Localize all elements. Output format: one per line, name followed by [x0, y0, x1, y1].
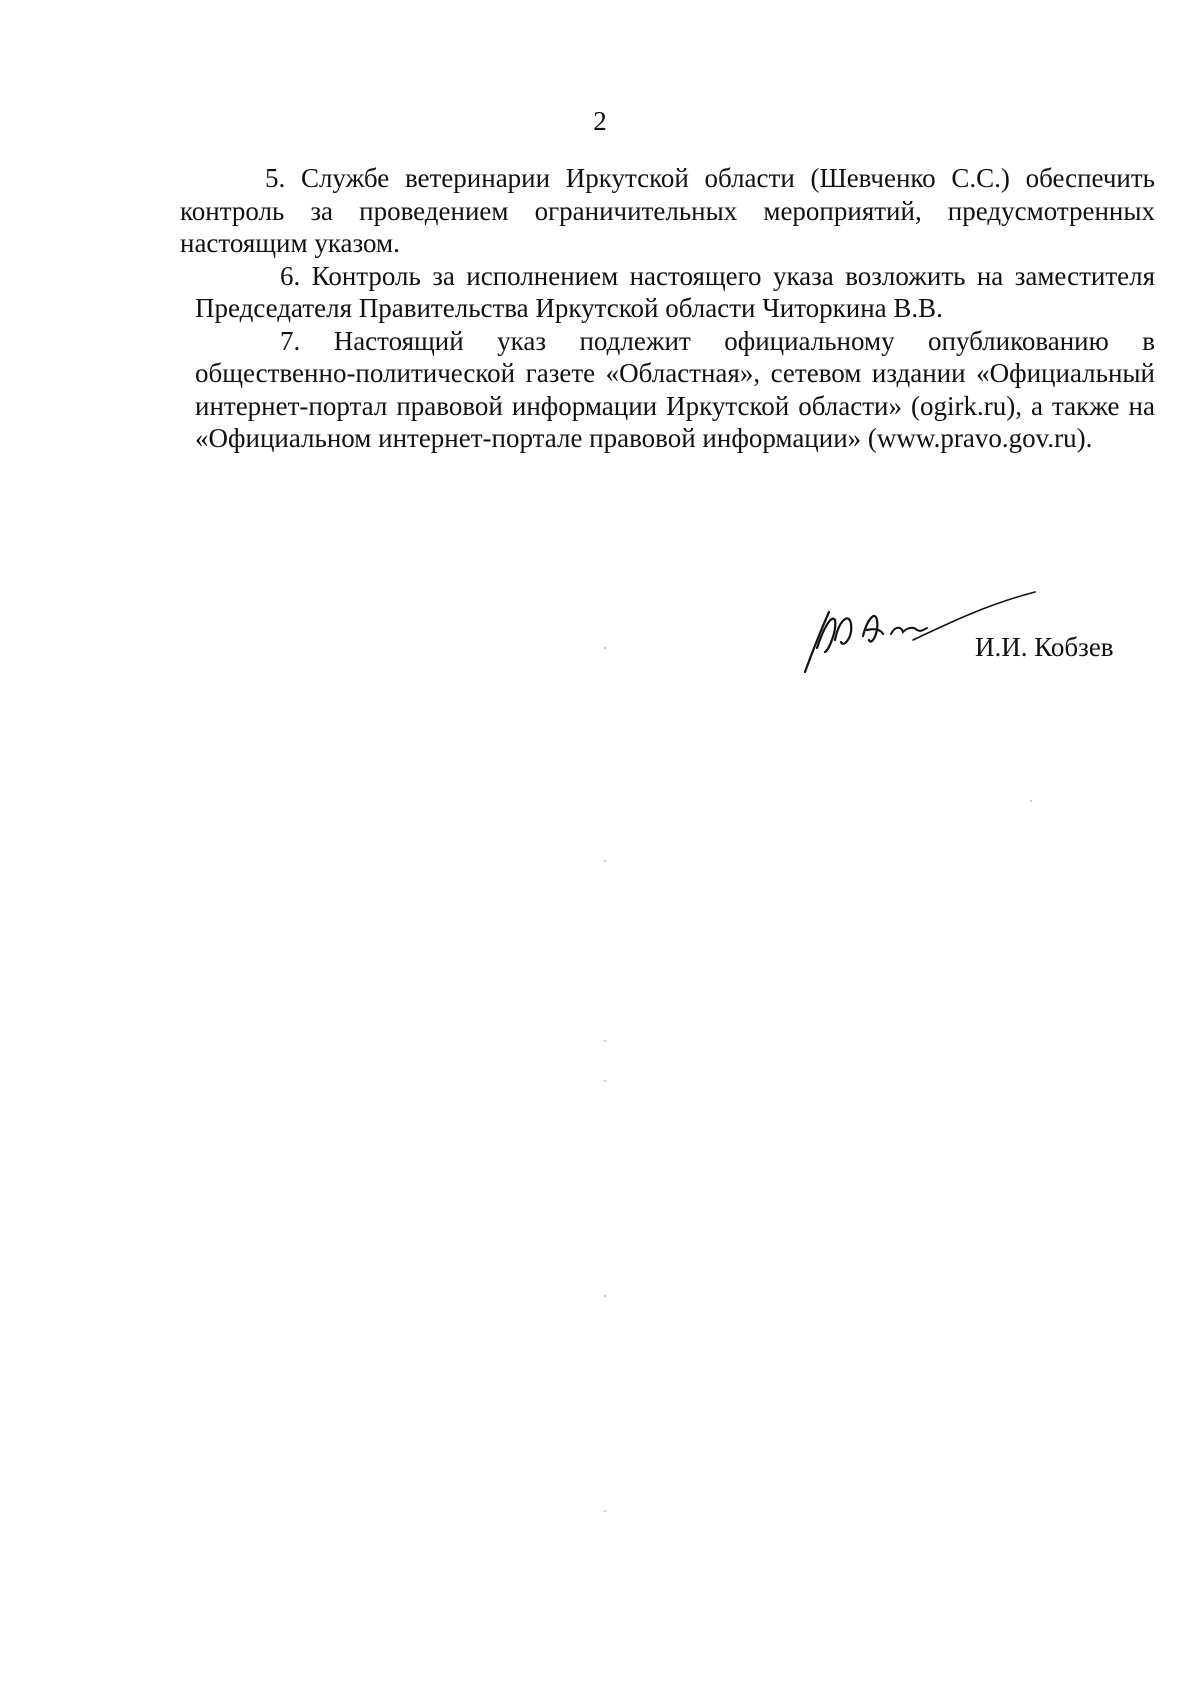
scan-speck — [604, 647, 606, 649]
page-number: 2 — [593, 106, 607, 136]
signature-block — [795, 590, 1135, 680]
paragraph-5: 5. Службе ветеринарии Иркутской области (Шевченко С.С.) обеспечить контроль за проведением ограничительных мероприятий, предусмотренных настоящим указом. — [180, 163, 1155, 258]
scan-speck — [1030, 800, 1032, 802]
scan-speck — [604, 1295, 606, 1297]
document-body — [180, 162, 1155, 455]
scan-speck — [604, 1080, 606, 1082]
paragraph-6: 6. Контроль за исполнением настоящего указа возложить на заместителя Председателя Правительства Иркутской области Читоркина В.В. — [195, 260, 1155, 323]
paragraph-7: 7. Настоящий указ подлежит официальному опубликованию в общественно-политической газете «Областная», сетевом издании «Официальный интернет-портал правовой информации Иркутской области» (ogirk.ru), а также на «Официальном интернет-портале правовой информации» (www.pravo.gov.ru). — [195, 325, 1155, 453]
scan-speck — [604, 1510, 606, 1512]
scan-speck — [604, 1040, 606, 1042]
signer-name: И.И. Кобзев — [975, 632, 1114, 662]
scan-speck — [604, 860, 606, 862]
